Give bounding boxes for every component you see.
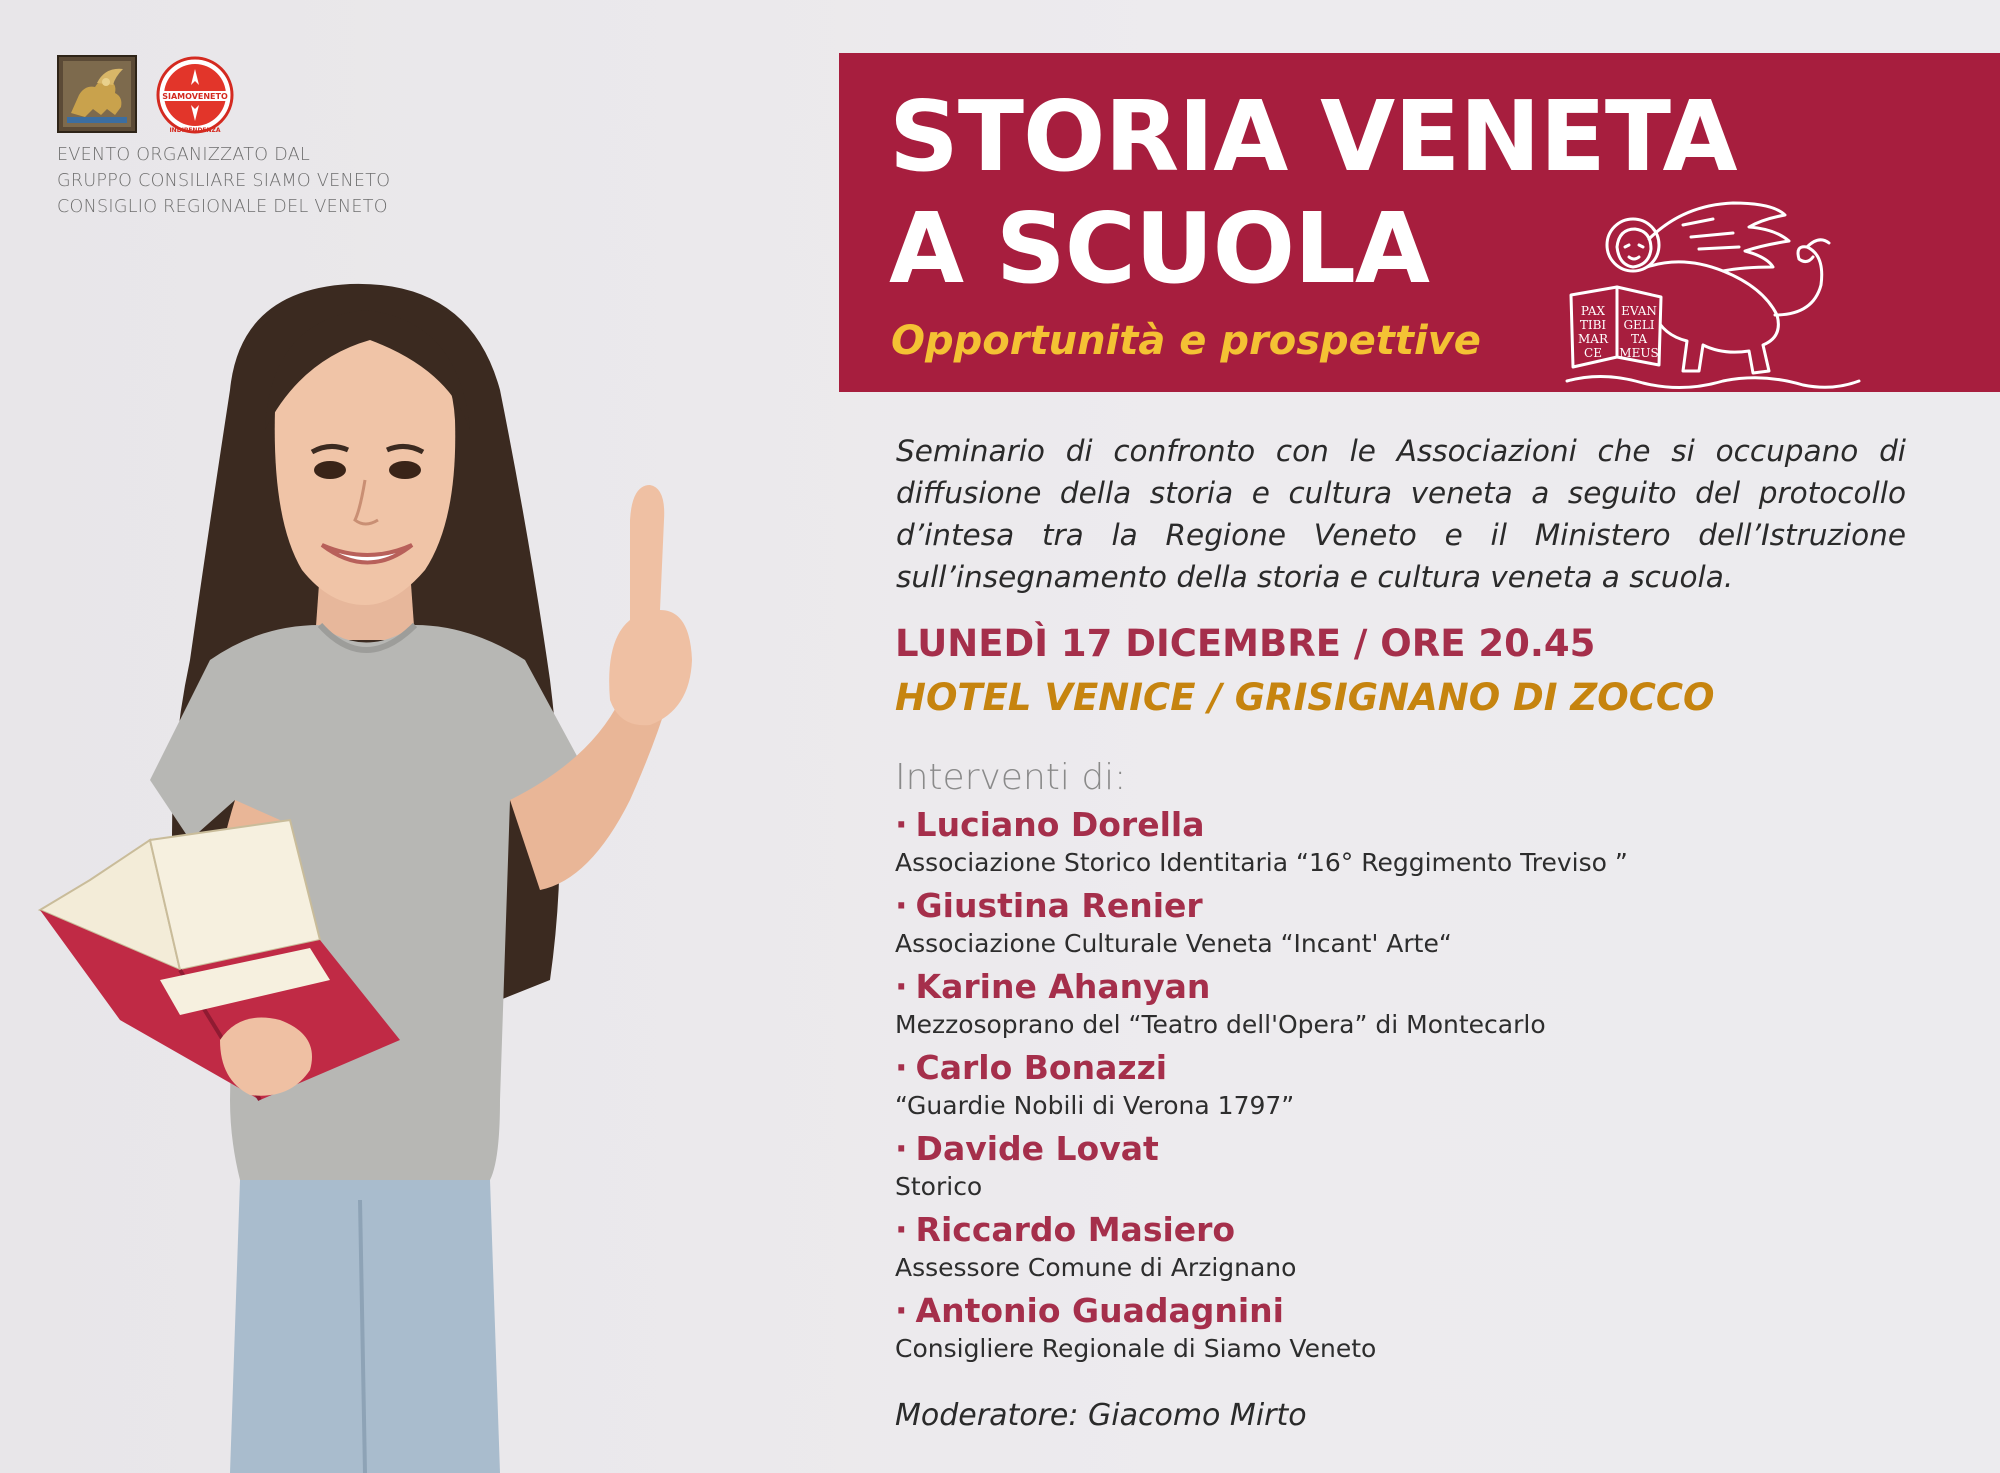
lion-book-text: MEUS [1619, 346, 1659, 360]
lion-book-text: PAX [1580, 304, 1606, 318]
title-line-1: STORIA VENETA [889, 80, 1737, 193]
speaker-list [895, 803, 1795, 1370]
speaker-role: “Guardie Nobili di Verona 1797” [895, 1091, 1295, 1120]
speaker-name [895, 965, 1795, 1009]
list-item [895, 1046, 1795, 1127]
speaker-name-text: Karine Ahanyan [915, 967, 1211, 1006]
bullet: · [895, 1291, 908, 1330]
speaker-name-text: Carlo Bonazzi [915, 1048, 1168, 1087]
speakers-heading: Interventi di: [895, 757, 1127, 798]
speaker-name [895, 1208, 1795, 1252]
title-banner [839, 53, 2000, 392]
speaker-name [895, 1046, 1795, 1090]
speaker-name [895, 803, 1795, 847]
lion-book-text: TA [1630, 332, 1648, 346]
speaker-name-text: Davide Lovat [915, 1129, 1159, 1168]
speaker-role: Storico [895, 1172, 983, 1201]
organizer-line: GRUPPO CONSILIARE SIAMO VENETO [57, 171, 391, 191]
speaker-name-text: Giustina Renier [915, 886, 1203, 925]
girl-with-book-photo [30, 280, 880, 1473]
speaker-name [895, 1289, 1795, 1333]
speaker-role: Assessore Comune di Arzignano [895, 1253, 1297, 1282]
list-item [895, 1127, 1795, 1208]
bullet: · [895, 805, 908, 844]
bullet: · [895, 1048, 908, 1087]
lion-book-text: GELI [1623, 318, 1655, 332]
bullet: · [895, 1129, 908, 1168]
speaker-role: Associazione Culturale Veneta “Incant' Arte“ [895, 929, 1452, 958]
venetian-lion-crest-icon [57, 55, 137, 133]
organizer-credit [57, 142, 477, 220]
list-item [895, 1208, 1795, 1289]
speaker-name-text: Antonio Guadagnini [915, 1291, 1284, 1330]
speaker-name [895, 884, 1795, 928]
lion-book-text: MAR [1578, 332, 1608, 346]
title-line-2: A SCUOLA [889, 192, 1429, 305]
lion-book-text: EVAN [1621, 304, 1657, 318]
event-date: LUNEDÌ 17 DICEMBRE / ORE 20.45 [895, 622, 1596, 665]
speaker-role: Mezzosoprano del “Teatro dell'Opera” di Montecarlo [895, 1010, 1546, 1039]
list-item [895, 1289, 1795, 1370]
siamo-logo-subtext: INDIPENDENZA [169, 127, 221, 134]
event-venue: HOTEL VENICE / GRISIGNANO DI ZOCCO [895, 676, 1715, 719]
lion-book-text: CE [1584, 346, 1602, 360]
speaker-name-text: Luciano Dorella [915, 805, 1205, 844]
bullet: · [895, 967, 908, 1006]
winged-lion-icon [1563, 195, 1863, 395]
moderator: Moderatore: Giacomo Mirto [895, 1398, 1307, 1433]
bullet: · [895, 886, 908, 925]
speaker-name-text: Riccardo Masiero [915, 1210, 1236, 1249]
event-description: Seminario di confronto con le Associazioni che si occupano di diffusione della storia e cultura veneta a seguito del protocollo d’intesa tra la Regione Veneto e il Ministero dell’Istruzione sull’insegnamento della storia e cultura veneta a scuola. [896, 434, 1906, 594]
siamo-logo-text: SIAMOVENETO [162, 92, 228, 101]
organizer-line: CONSIGLIO REGIONALE DEL VENETO [57, 197, 388, 217]
list-item [895, 884, 1795, 965]
siamo-veneto-logo-icon [155, 55, 235, 137]
list-item [895, 803, 1795, 884]
speaker-role: Consigliere Regionale di Siamo Veneto [895, 1334, 1377, 1363]
logo-group [57, 55, 235, 137]
lion-book-text: TIBI [1579, 318, 1607, 332]
page-subtitle: Opportunità e prospettive [891, 318, 1481, 364]
speaker-role: Associazione Storico Identitaria “16° Reggimento Treviso ” [895, 848, 1628, 877]
list-item [895, 965, 1795, 1046]
speaker-name [895, 1127, 1795, 1171]
organizer-line: EVENTO ORGANIZZATO DAL [57, 145, 311, 165]
bullet: · [895, 1210, 908, 1249]
